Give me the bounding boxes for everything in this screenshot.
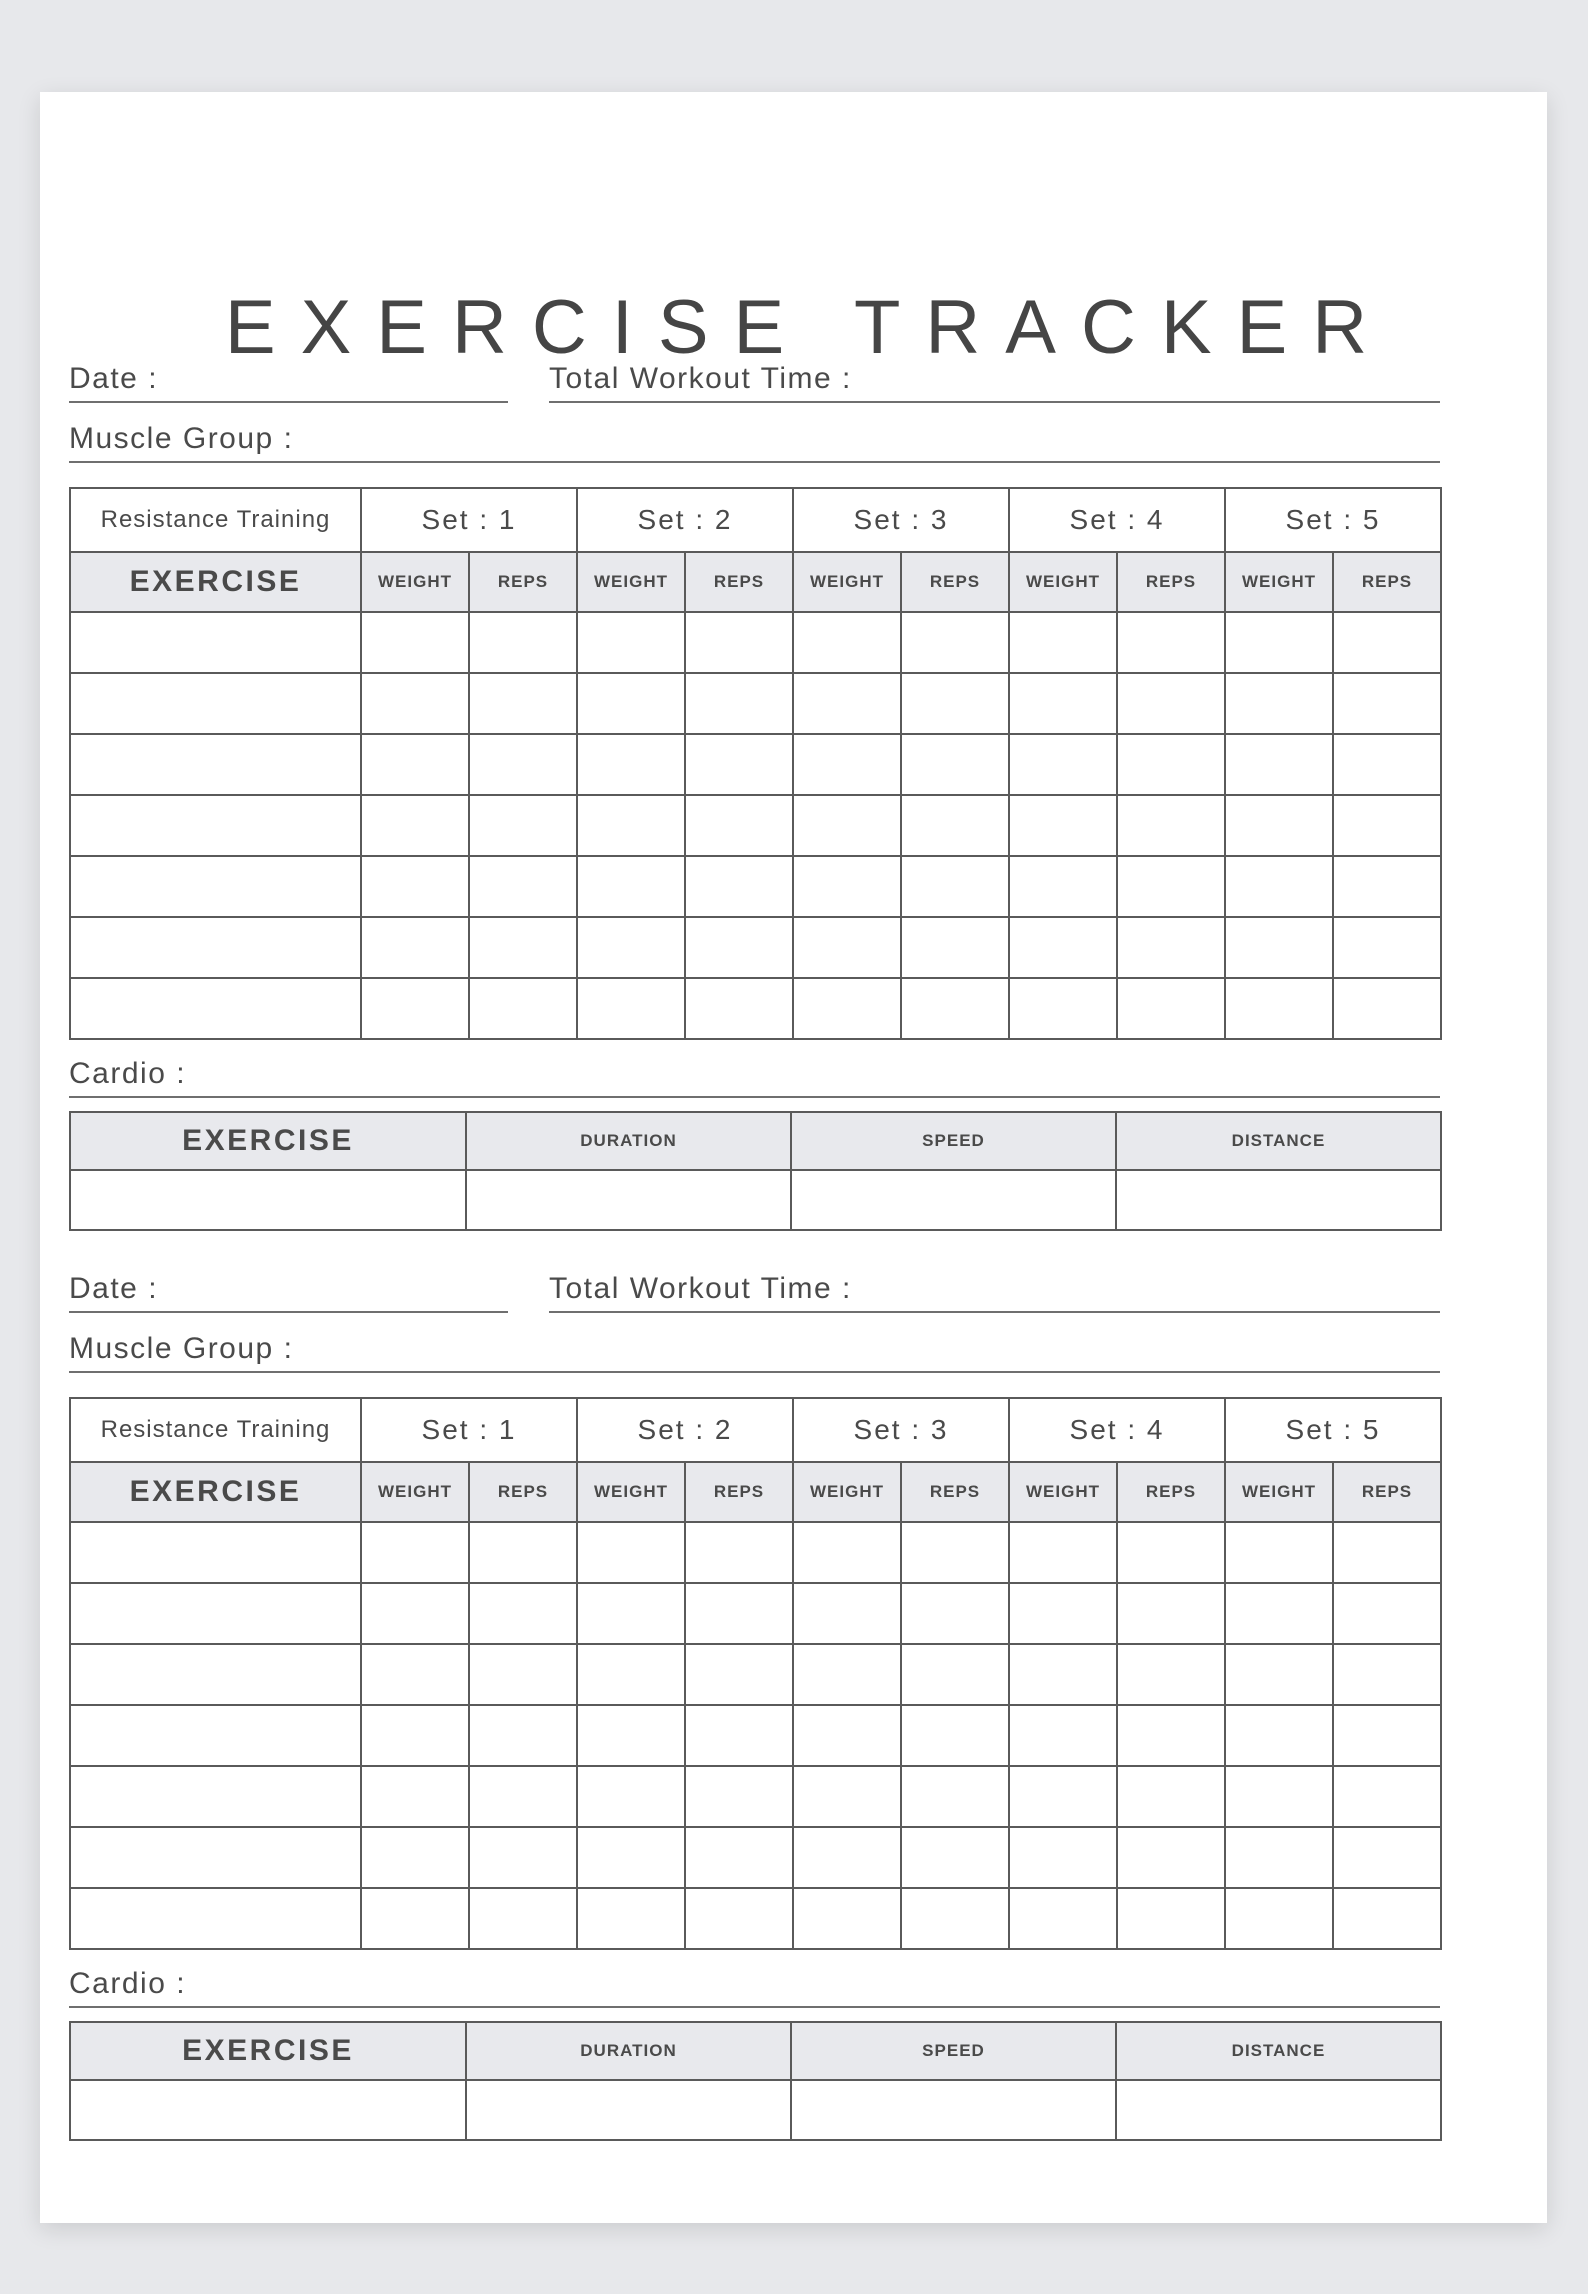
set-1-reps-header: REPS (469, 1462, 577, 1522)
muscle-group-field-label: Muscle Group (69, 422, 274, 455)
distance-cell[interactable] (1116, 2080, 1441, 2140)
workout-block-1 (69, 357, 1440, 1231)
distance-header: DISTANCE (1116, 2022, 1441, 2080)
set-2-reps-header: REPS (685, 1462, 793, 1522)
table-row (70, 673, 1441, 734)
weight-cell[interactable] (361, 1522, 469, 1583)
exercise-cell[interactable] (70, 612, 361, 673)
table-row (70, 734, 1441, 795)
column-header-row (70, 1462, 1441, 1522)
weight-cell[interactable] (1225, 1583, 1333, 1644)
reps-cell[interactable] (685, 734, 793, 795)
weight-cell[interactable] (1225, 673, 1333, 734)
reps-cell[interactable] (1333, 917, 1441, 978)
weight-cell[interactable] (361, 917, 469, 978)
weight-cell[interactable] (1009, 1522, 1117, 1583)
muscle-group-row (69, 1327, 1440, 1383)
resistance-table (69, 1397, 1442, 1950)
weight-cell[interactable] (361, 978, 469, 1039)
table-row (70, 612, 1441, 673)
weight-cell[interactable] (793, 1766, 901, 1827)
table-row (70, 1827, 1441, 1888)
weight-cell[interactable] (361, 1705, 469, 1766)
reps-cell[interactable] (1117, 856, 1225, 917)
cardio-field-label: Cardio (69, 1057, 167, 1090)
set-1-header: Set : 1 (361, 488, 577, 552)
reps-cell[interactable] (901, 1888, 1009, 1949)
weight-cell[interactable] (1009, 1583, 1117, 1644)
weight-cell[interactable] (1009, 612, 1117, 673)
reps-cell[interactable] (685, 1644, 793, 1705)
reps-cell[interactable] (685, 1583, 793, 1644)
weight-cell[interactable] (1225, 1644, 1333, 1705)
date-field-label: Date (69, 362, 139, 395)
weight-cell[interactable] (577, 1583, 685, 1644)
reps-cell[interactable] (901, 1644, 1009, 1705)
reps-cell[interactable] (469, 917, 577, 978)
weight-cell[interactable] (793, 1888, 901, 1949)
cardio-table (69, 2021, 1442, 2141)
weight-cell[interactable] (1225, 612, 1333, 673)
weight-cell[interactable] (577, 1705, 685, 1766)
reps-cell[interactable] (469, 1827, 577, 1888)
exercise-cell[interactable] (70, 1705, 361, 1766)
weight-cell[interactable] (361, 856, 469, 917)
date-field-colon: : (148, 1272, 159, 1305)
duration-header: DURATION (466, 1112, 791, 1170)
reps-cell[interactable] (685, 673, 793, 734)
weight-cell[interactable] (577, 917, 685, 978)
weight-cell[interactable] (577, 1888, 685, 1949)
set-5-reps-header: REPS (1333, 1462, 1441, 1522)
reps-cell[interactable] (469, 612, 577, 673)
weight-cell[interactable] (793, 1705, 901, 1766)
set-3-reps-header: REPS (901, 552, 1009, 612)
duration-header: DURATION (466, 2022, 791, 2080)
reps-cell[interactable] (469, 1766, 577, 1827)
reps-cell[interactable] (901, 978, 1009, 1039)
muscle-group-field-colon: : (283, 1332, 294, 1365)
cardio-exercise-header: EXERCISE (70, 1112, 466, 1170)
reps-cell[interactable] (901, 612, 1009, 673)
exercise-cell[interactable] (70, 795, 361, 856)
exercise-cell[interactable] (70, 917, 361, 978)
weight-cell[interactable] (793, 917, 901, 978)
muscle-group-row (69, 417, 1440, 473)
reps-cell[interactable] (1333, 1888, 1441, 1949)
reps-cell[interactable] (469, 856, 577, 917)
reps-cell[interactable] (1333, 795, 1441, 856)
weight-cell[interactable] (1009, 795, 1117, 856)
reps-cell[interactable] (1117, 734, 1225, 795)
exercise-cell[interactable] (70, 673, 361, 734)
cardio-exercise-cell[interactable] (70, 1170, 466, 1230)
reps-cell[interactable] (1333, 1644, 1441, 1705)
reps-cell[interactable] (1333, 1522, 1441, 1583)
set-4-header: Set : 4 (1009, 1398, 1225, 1462)
duration-cell[interactable] (466, 1170, 791, 1230)
date-field-colon: : (148, 362, 159, 395)
weight-cell[interactable] (361, 1888, 469, 1949)
set-5-weight-header: WEIGHT (1225, 1462, 1333, 1522)
set-1-weight-header: WEIGHT (361, 552, 469, 612)
set-3-reps-header: REPS (901, 1462, 1009, 1522)
weight-cell[interactable] (361, 1583, 469, 1644)
weight-cell[interactable] (577, 1827, 685, 1888)
date-field[interactable] (69, 1267, 508, 1313)
weight-cell[interactable] (1009, 1644, 1117, 1705)
reps-cell[interactable] (901, 917, 1009, 978)
reps-cell[interactable] (1117, 1522, 1225, 1583)
exercise-cell[interactable] (70, 734, 361, 795)
reps-cell[interactable] (685, 917, 793, 978)
weight-cell[interactable] (361, 795, 469, 856)
reps-cell[interactable] (469, 1522, 577, 1583)
total-workout-time-field[interactable] (549, 357, 1440, 403)
weight-cell[interactable] (1009, 856, 1117, 917)
weight-cell[interactable] (1225, 1522, 1333, 1583)
cardio-field[interactable] (69, 1962, 1440, 2008)
resistance-training-label: Resistance Training (70, 1398, 361, 1462)
weight-cell[interactable] (577, 734, 685, 795)
reps-cell[interactable] (1117, 1766, 1225, 1827)
reps-cell[interactable] (1333, 673, 1441, 734)
weight-cell[interactable] (793, 978, 901, 1039)
cardio-row (69, 1052, 1440, 1108)
weight-cell[interactable] (793, 612, 901, 673)
reps-cell[interactable] (1333, 612, 1441, 673)
exercise-cell[interactable] (70, 1583, 361, 1644)
set-2-header: Set : 2 (577, 1398, 793, 1462)
reps-cell[interactable] (685, 1705, 793, 1766)
column-header-row (70, 552, 1441, 612)
weight-cell[interactable] (1225, 1888, 1333, 1949)
weight-cell[interactable] (1009, 734, 1117, 795)
reps-cell[interactable] (1117, 1583, 1225, 1644)
cardio-row (69, 1962, 1440, 2018)
resistance-training-label: Resistance Training (70, 488, 361, 552)
cardio-field-colon: : (176, 1057, 187, 1090)
weight-cell[interactable] (361, 734, 469, 795)
weight-cell[interactable] (793, 1644, 901, 1705)
total-workout-time-field-label: Total Workout Time (549, 1272, 833, 1305)
set-5-reps-header: REPS (1333, 552, 1441, 612)
weight-cell[interactable] (793, 1583, 901, 1644)
exercise-cell[interactable] (70, 978, 361, 1039)
weight-cell[interactable] (1225, 856, 1333, 917)
cardio-header-row (70, 1112, 1441, 1170)
total-workout-time-field[interactable] (549, 1267, 1440, 1313)
set-4-weight-header: WEIGHT (1009, 552, 1117, 612)
table-row (70, 856, 1441, 917)
weight-cell[interactable] (577, 612, 685, 673)
weight-cell[interactable] (793, 1522, 901, 1583)
cardio-field[interactable] (69, 1052, 1440, 1098)
set-3-header: Set : 3 (793, 1398, 1009, 1462)
table-row (70, 1644, 1441, 1705)
set-5-weight-header: WEIGHT (1225, 552, 1333, 612)
table-row (70, 1583, 1441, 1644)
set-2-weight-header: WEIGHT (577, 552, 685, 612)
weight-cell[interactable] (361, 612, 469, 673)
weight-cell[interactable] (1225, 1827, 1333, 1888)
reps-cell[interactable] (469, 1705, 577, 1766)
muscle-group-field-colon: : (283, 422, 294, 455)
weight-cell[interactable] (793, 795, 901, 856)
set-1-weight-header: WEIGHT (361, 1462, 469, 1522)
reps-cell[interactable] (1117, 612, 1225, 673)
table-row (70, 795, 1441, 856)
weight-cell[interactable] (1225, 1705, 1333, 1766)
exercise-cell[interactable] (70, 1766, 361, 1827)
set-3-header: Set : 3 (793, 488, 1009, 552)
distance-cell[interactable] (1116, 1170, 1441, 1230)
muscle-group-field-label: Muscle Group (69, 1332, 274, 1365)
exercise-cell[interactable] (70, 1888, 361, 1949)
reps-cell[interactable] (901, 1522, 1009, 1583)
table-row (70, 917, 1441, 978)
resistance-table (69, 487, 1442, 1040)
reps-cell[interactable] (685, 1888, 793, 1949)
set-4-weight-header: WEIGHT (1009, 1462, 1117, 1522)
reps-cell[interactable] (469, 1888, 577, 1949)
workout-block-2 (69, 1267, 1440, 2141)
set-4-header: Set : 4 (1009, 488, 1225, 552)
set-1-header: Set : 1 (361, 1398, 577, 1462)
set-3-weight-header: WEIGHT (793, 1462, 901, 1522)
reps-cell[interactable] (1333, 1583, 1441, 1644)
weight-cell[interactable] (1009, 1827, 1117, 1888)
weight-cell[interactable] (793, 1827, 901, 1888)
exercise-column-header: EXERCISE (70, 1462, 361, 1522)
reps-cell[interactable] (1117, 1888, 1225, 1949)
set-2-reps-header: REPS (685, 552, 793, 612)
reps-cell[interactable] (1117, 795, 1225, 856)
reps-cell[interactable] (1333, 1705, 1441, 1766)
weight-cell[interactable] (793, 734, 901, 795)
reps-cell[interactable] (901, 1766, 1009, 1827)
total-workout-time-field-colon: : (842, 362, 852, 395)
table-row (70, 1766, 1441, 1827)
reps-cell[interactable] (1333, 1766, 1441, 1827)
weight-cell[interactable] (1009, 673, 1117, 734)
weight-cell[interactable] (793, 856, 901, 917)
weight-cell[interactable] (361, 1644, 469, 1705)
reps-cell[interactable] (1117, 1644, 1225, 1705)
exercise-cell[interactable] (70, 1522, 361, 1583)
exercise-column-header: EXERCISE (70, 552, 361, 612)
set-header-row (70, 1398, 1441, 1462)
cardio-exercise-cell[interactable] (70, 2080, 466, 2140)
reps-cell[interactable] (685, 978, 793, 1039)
date-field[interactable] (69, 357, 508, 403)
reps-cell[interactable] (1333, 856, 1441, 917)
reps-cell[interactable] (901, 856, 1009, 917)
reps-cell[interactable] (901, 1705, 1009, 1766)
muscle-group-field[interactable] (69, 417, 1440, 463)
weight-cell[interactable] (361, 673, 469, 734)
weight-cell[interactable] (1225, 795, 1333, 856)
weight-cell[interactable] (1225, 1766, 1333, 1827)
reps-cell[interactable] (1117, 673, 1225, 734)
cardio-exercise-header: EXERCISE (70, 2022, 466, 2080)
weight-cell[interactable] (1009, 1705, 1117, 1766)
reps-cell[interactable] (469, 734, 577, 795)
weight-cell[interactable] (577, 795, 685, 856)
reps-cell[interactable] (1333, 978, 1441, 1039)
weight-cell[interactable] (1009, 1888, 1117, 1949)
table-row (70, 978, 1441, 1039)
reps-cell[interactable] (901, 1583, 1009, 1644)
reps-cell[interactable] (1117, 978, 1225, 1039)
reps-cell[interactable] (1117, 917, 1225, 978)
weight-cell[interactable] (361, 1827, 469, 1888)
speed-header: SPEED (791, 2022, 1116, 2080)
reps-cell[interactable] (1333, 734, 1441, 795)
muscle-group-field[interactable] (69, 1327, 1440, 1373)
total-workout-time-field-colon: : (842, 1272, 852, 1305)
table-row (70, 1888, 1441, 1949)
reps-cell[interactable] (1117, 1827, 1225, 1888)
reps-cell[interactable] (469, 1583, 577, 1644)
date-field-label: Date (69, 1272, 139, 1305)
reps-cell[interactable] (901, 795, 1009, 856)
weight-cell[interactable] (1225, 978, 1333, 1039)
set-4-reps-header: REPS (1117, 552, 1225, 612)
weight-cell[interactable] (577, 856, 685, 917)
reps-cell[interactable] (685, 1522, 793, 1583)
set-2-weight-header: WEIGHT (577, 1462, 685, 1522)
reps-cell[interactable] (901, 734, 1009, 795)
exercise-cell[interactable] (70, 856, 361, 917)
table-row (70, 2080, 1441, 2140)
date-time-row (69, 357, 1440, 413)
weight-cell[interactable] (1009, 978, 1117, 1039)
reps-cell[interactable] (685, 795, 793, 856)
reps-cell[interactable] (901, 1827, 1009, 1888)
weight-cell[interactable] (577, 1522, 685, 1583)
reps-cell[interactable] (685, 856, 793, 917)
exercise-cell[interactable] (70, 1827, 361, 1888)
set-4-reps-header: REPS (1117, 1462, 1225, 1522)
reps-cell[interactable] (469, 673, 577, 734)
set-header-row (70, 488, 1441, 552)
weight-cell[interactable] (1225, 734, 1333, 795)
speed-header: SPEED (791, 1112, 1116, 1170)
reps-cell[interactable] (469, 1644, 577, 1705)
weight-cell[interactable] (1009, 1766, 1117, 1827)
reps-cell[interactable] (469, 978, 577, 1039)
reps-cell[interactable] (469, 795, 577, 856)
duration-cell[interactable] (466, 2080, 791, 2140)
table-row (70, 1705, 1441, 1766)
table-row (70, 1170, 1441, 1230)
set-5-header: Set : 5 (1225, 488, 1441, 552)
reps-cell[interactable] (685, 1827, 793, 1888)
weight-cell[interactable] (793, 673, 901, 734)
reps-cell[interactable] (685, 612, 793, 673)
table-row (70, 1522, 1441, 1583)
weight-cell[interactable] (1225, 917, 1333, 978)
weight-cell[interactable] (577, 978, 685, 1039)
reps-cell[interactable] (685, 1766, 793, 1827)
weight-cell[interactable] (1009, 917, 1117, 978)
weight-cell[interactable] (577, 673, 685, 734)
exercise-cell[interactable] (70, 1644, 361, 1705)
weight-cell[interactable] (577, 1644, 685, 1705)
weight-cell[interactable] (577, 1766, 685, 1827)
reps-cell[interactable] (1333, 1827, 1441, 1888)
set-3-weight-header: WEIGHT (793, 552, 901, 612)
cardio-header-row (70, 2022, 1441, 2080)
reps-cell[interactable] (901, 673, 1009, 734)
total-workout-time-field-label: Total Workout Time (549, 362, 833, 395)
weight-cell[interactable] (361, 1766, 469, 1827)
cardio-field-colon: : (176, 1967, 187, 2000)
cardio-table (69, 1111, 1442, 1231)
set-2-header: Set : 2 (577, 488, 793, 552)
speed-cell[interactable] (791, 2080, 1116, 2140)
set-5-header: Set : 5 (1225, 1398, 1441, 1462)
cardio-field-label: Cardio (69, 1967, 167, 2000)
distance-header: DISTANCE (1116, 1112, 1441, 1170)
date-time-row (69, 1267, 1440, 1323)
reps-cell[interactable] (1117, 1705, 1225, 1766)
set-1-reps-header: REPS (469, 552, 577, 612)
page-title: EXERCISE TRACKER (224, 285, 1393, 370)
speed-cell[interactable] (791, 1170, 1116, 1230)
